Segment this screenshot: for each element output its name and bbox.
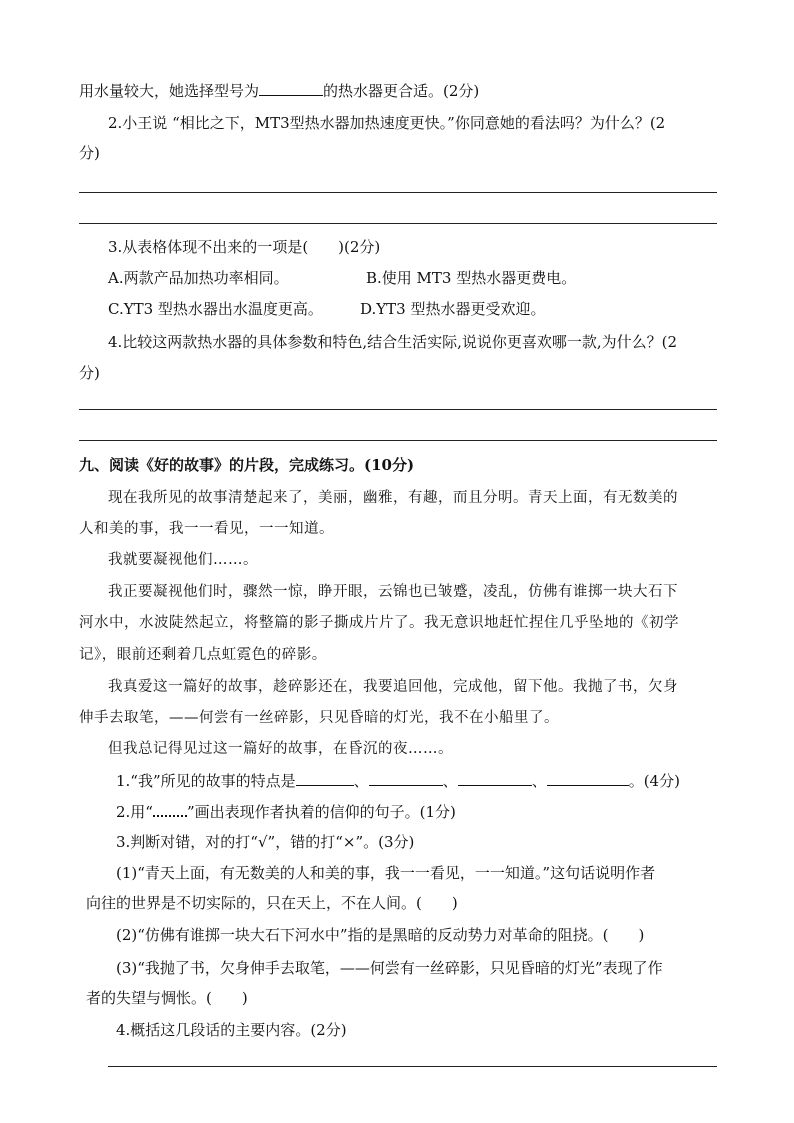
- wavy-underline-icon: [153, 801, 187, 817]
- passage-line: 我正要凝视他们时，骤然一惊，睁开眼，云锦也已皱蹙，凌乱，仿佛有谁掷一块大石下: [108, 584, 678, 600]
- answer-blank[interactable]: [259, 80, 323, 96]
- answer-line[interactable]: [79, 440, 717, 441]
- separator: 、: [442, 772, 458, 790]
- passage-line: 记》，眼前还剩着几点虹霓色的碎影。: [79, 647, 327, 663]
- judgement-3: (3)“我抛了书，欠身伸手去取笔，——何尝有一丝碎影，只见昏暗的灯光”表现了作: [116, 959, 663, 977]
- option-c: C.YT3 型热水器出水温度更高。: [108, 300, 323, 318]
- question-4-text-cont: 分): [79, 364, 100, 382]
- question-text: ”画出表现作者执着的信仰的句子。(1分): [186, 803, 456, 821]
- question-2-text: 2.小王说 “相比之下，MT3型热水器加热速度更快。”你同意她的看法吗？为什么？(2: [108, 114, 666, 132]
- question-line: [79, 80, 479, 101]
- judgement-2: (2)“仿佛有谁掷一块大石下河水中”指的是黑暗的反动势力对革命的阻挠。( ): [116, 926, 645, 944]
- passage-line: 河水中，水波陡然起立，将整篇的影子撕成片片了。我无意识地赶忙捏住几乎坠地的《初学: [79, 615, 679, 631]
- passage-line: 我就要凝视他们……。: [108, 552, 258, 568]
- question-2-line: [116, 801, 456, 822]
- section-heading: 九、阅读《好的故事》的片段，完成练习。(10分): [79, 456, 415, 474]
- answer-line[interactable]: [79, 223, 717, 224]
- passage-line: 现在我所见的故事清楚起来了，美丽，幽雅，有趣，而且分明。青天上面，有无数美的: [108, 490, 678, 506]
- answer-line[interactable]: [108, 1066, 717, 1067]
- option-a: A.两款产品加热功率相同。: [108, 269, 289, 287]
- question-text: 。(4分): [628, 772, 680, 790]
- question-text: 2.用“: [116, 803, 153, 821]
- question-3-text: 3.从表格体现不出来的一项是( )(2分): [108, 238, 381, 256]
- option-d: D.YT3 型热水器更受欢迎。: [360, 300, 546, 318]
- answer-blank[interactable]: [547, 770, 629, 786]
- question-text: 的热水器更合适。(2分): [323, 82, 480, 100]
- passage-line: 但我总记得见过这一篇好的故事，在昏沉的夜……。: [108, 741, 453, 757]
- passage-line: 人和美的事，我一一看见，一一知道。: [79, 521, 334, 537]
- answer-line[interactable]: [79, 409, 717, 410]
- passage-line: 伸手去取笔，——何尝有一丝碎影，只见昏暗的灯光，我不在小船里了。: [79, 710, 559, 726]
- separator: 、: [353, 772, 369, 790]
- passage-line: 我真爱这一篇好的故事，趁碎影还在，我要追回他，完成他，留下他。我抛了书，欠身: [108, 679, 678, 695]
- question-1-line: [116, 770, 680, 791]
- answer-blank[interactable]: [458, 770, 532, 786]
- question-text: 1.“我”所见的故事的特点是: [116, 772, 296, 790]
- judgement-1: (1)“青天上面，有无数美的人和美的事，我一一看见，一一知道。”这句话说明作者: [116, 864, 656, 882]
- question-2-text-cont: 分): [79, 144, 100, 162]
- question-3-text: 3.判断对错，对的打“√”，错的打“×”。(3分): [116, 833, 415, 851]
- answer-line[interactable]: [79, 192, 717, 193]
- judgement-1-cont: 向往的世界是不切实际的，只在天上，不在人间。( ): [86, 894, 458, 912]
- separator: 、: [531, 772, 547, 790]
- question-4-text: 4.比较这两款热水器的具体参数和特色,结合生活实际,说说你更喜欢哪一款,为什么？(2: [108, 333, 678, 351]
- judgement-3-cont: 者的失望与惆怅。( ): [86, 989, 248, 1007]
- option-b: B.使用 MT3 型热水器更费电。: [366, 269, 577, 287]
- question-4-text: 4.概括这几段话的主要内容。(2分): [116, 1021, 347, 1039]
- answer-blank[interactable]: [296, 770, 354, 786]
- answer-blank[interactable]: [369, 770, 443, 786]
- question-text: 用水量较大，她选择型号为: [79, 82, 260, 100]
